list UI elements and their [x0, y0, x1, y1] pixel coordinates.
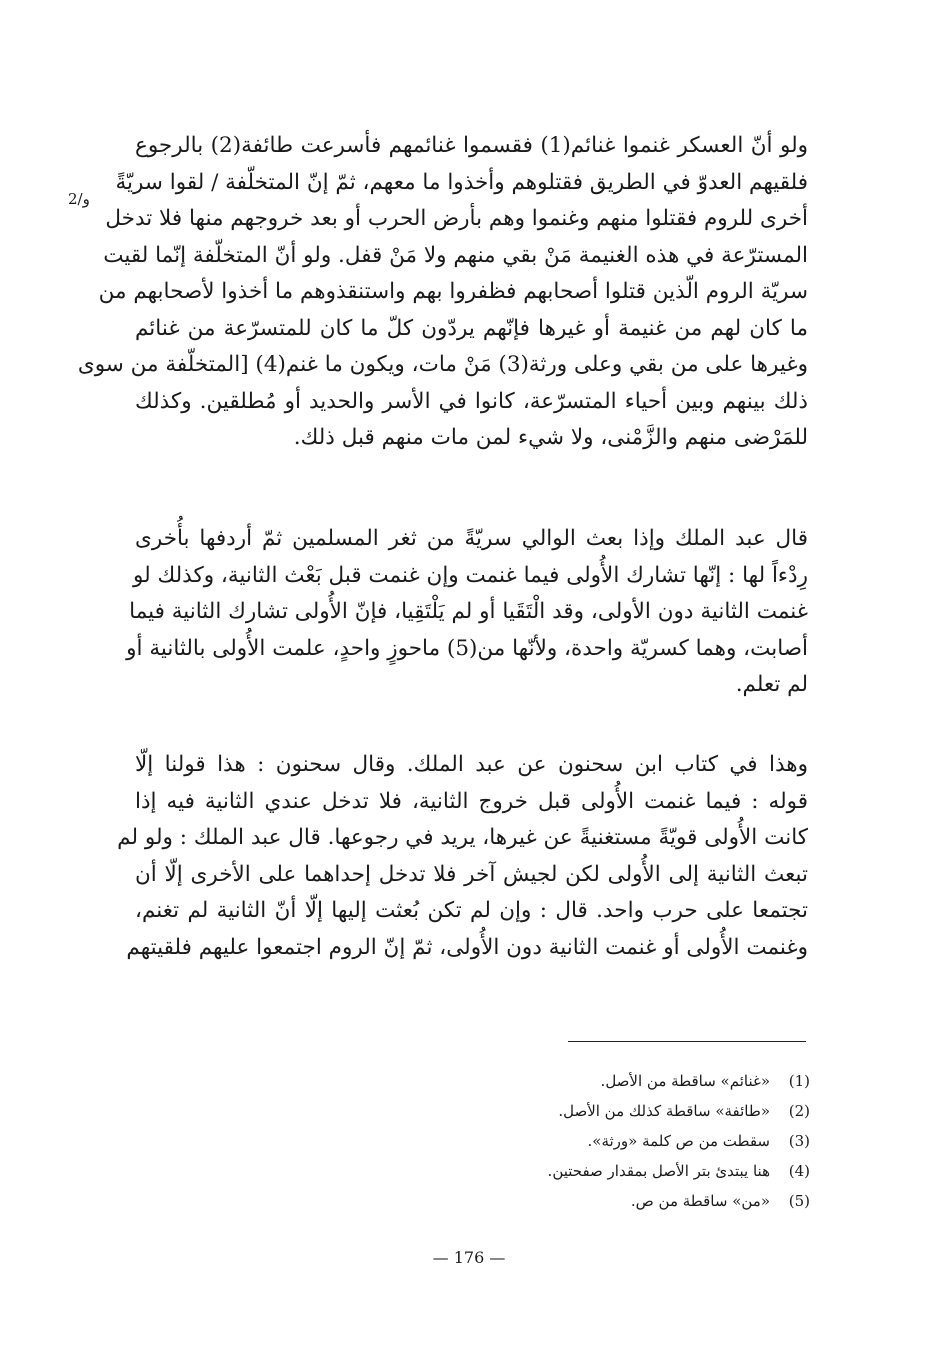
text-line: أصابت، وهما كسريّة واحدة، ولأنّها من(5) ماحوزٍ واحدٍ، علمت الأُولى بالثانية أو [126, 635, 808, 661]
text-line: تبعث الثانية إلى الأُولى لكن لجيش آخر فلا تدخل إحداهما على الأخرى إلّا أن [135, 861, 808, 887]
footnote-number: (1) [788, 1072, 810, 1090]
text-line: تجتمعا على حرب واحد. قال : وإن لم تكن بُعثت إليها إلّا أنّ الثانية لم تغنم، [135, 898, 808, 923]
footnote-number: (3) [788, 1132, 810, 1150]
text-line: قوله : فيما غنمت الأُولى قبل خروج الثانية، فلا تدخل عندي الثانية فيه إذا [135, 788, 808, 814]
footnote-item [460, 1186, 810, 1216]
text-line: ولو أنّ العسكر غنموا غنائم(1) فقسموا غنائمهم فأسرعت طائفة(2) بالرجوع [135, 133, 808, 158]
text-line: وهذا في كتاب ابن سحنون عن عبد الملك. وقال سحنون : هذا قولنا إلّا [135, 752, 808, 777]
footnote-divider [568, 1041, 806, 1042]
footnote-item [460, 1096, 810, 1126]
text-line: لم تعلم. [735, 672, 808, 697]
text-line: ذلك بينهم وبين أحياء المتسرّعة، كانوا في الأسر والحديد أو مُطلقين. وكذلك [135, 388, 808, 414]
text-line: فلقيهم العدوّ في الطريق فقتلوهم وأخذوا ما معهم، ثمّ إنّ المتخلّفة / لقوا سريّةً [115, 169, 808, 195]
footnote-number: (2) [788, 1102, 810, 1120]
text-line: قال عبد الملك وإذا بعث الوالي سريّةً من ثغر المسلمين ثمّ أردفها بأُخرى [135, 526, 808, 551]
text-line: وغنمت الأُولى أو غنمت الثانية دون الأُولى، ثمّ إنّ الروم اجتمعوا عليهم فلقيتهم [126, 934, 808, 960]
folio-margin-note: 2/و [68, 190, 90, 208]
text-line: غنمت الثانية دون الأولى، وقد الْتَقَيا أو لم يَلْتَقِيا، فإنّ الأُولى تشارك الثانية فيما [129, 599, 808, 624]
paragraph-3 [117, 747, 808, 966]
footnote-item [460, 1156, 810, 1186]
text-line: أخرى للروم فقتلوا منهم وغنموا وهم بأرض الحرب أو بعد خروجهم منها فلا تدخل [105, 206, 808, 231]
text-line: وغيرها على من بقي وعلى ورثة(3) مَنْ مات، ويكون ما غنم(4) [المتخلّفة من سوى [77, 352, 808, 377]
footnote-text: سقطت من ص كلمة «ورثة». [587, 1132, 770, 1150]
text-line: للمَرْضى منهم والزَّمْنى، ولا شيء لمن مات منهم قبل ذلك. [293, 425, 808, 450]
page-number: — 176 — [432, 1248, 506, 1267]
footnote-text: هنا يبتدئ بتر الأصل بمقدار صفحتين. [547, 1162, 770, 1180]
text-line: ما كان لهم من غنيمة أو غيرها فإنّهم يردّون كلّ ما كان للمتسرّعة من غنائم [135, 315, 808, 341]
footnote-text: «غنائم» ساقطة من الأصل. [600, 1072, 770, 1090]
text-line: كانت الأُولى قويّةً مستغنيةً عن غيرها، يريد في رجوعها. قال عبد الملك : ولو لم [117, 825, 808, 850]
footnote-item [460, 1066, 810, 1096]
footnote-number: (4) [788, 1162, 810, 1180]
text-line: المسترّعة في هذه الغنيمة مَنْ بقي منهم ولا مَنْ قفل. ولو أنّ المتخلّفة إنّما لقيت [103, 242, 808, 268]
footnote-item [460, 1126, 810, 1156]
footnotes [460, 1066, 810, 1216]
text-line: رِدْءاً لها : إنّها تشارك الأُولى فيما غنمت وإن غنمت قبل بَعْث الثانية، وكذلك لو [133, 562, 808, 588]
footnote-number: (5) [788, 1192, 810, 1210]
text-line: سريّة الروم الّذين قتلوا أصحابهم فظفروا بهم واستنقذوهم ما أخذوا لأصحابهم من [98, 279, 808, 304]
paragraph-2 [126, 521, 808, 704]
footnote-text: «طائفة» ساقطة كذلك من الأصل. [558, 1102, 770, 1120]
footnote-text: «من» ساقطة من ص. [630, 1192, 770, 1210]
